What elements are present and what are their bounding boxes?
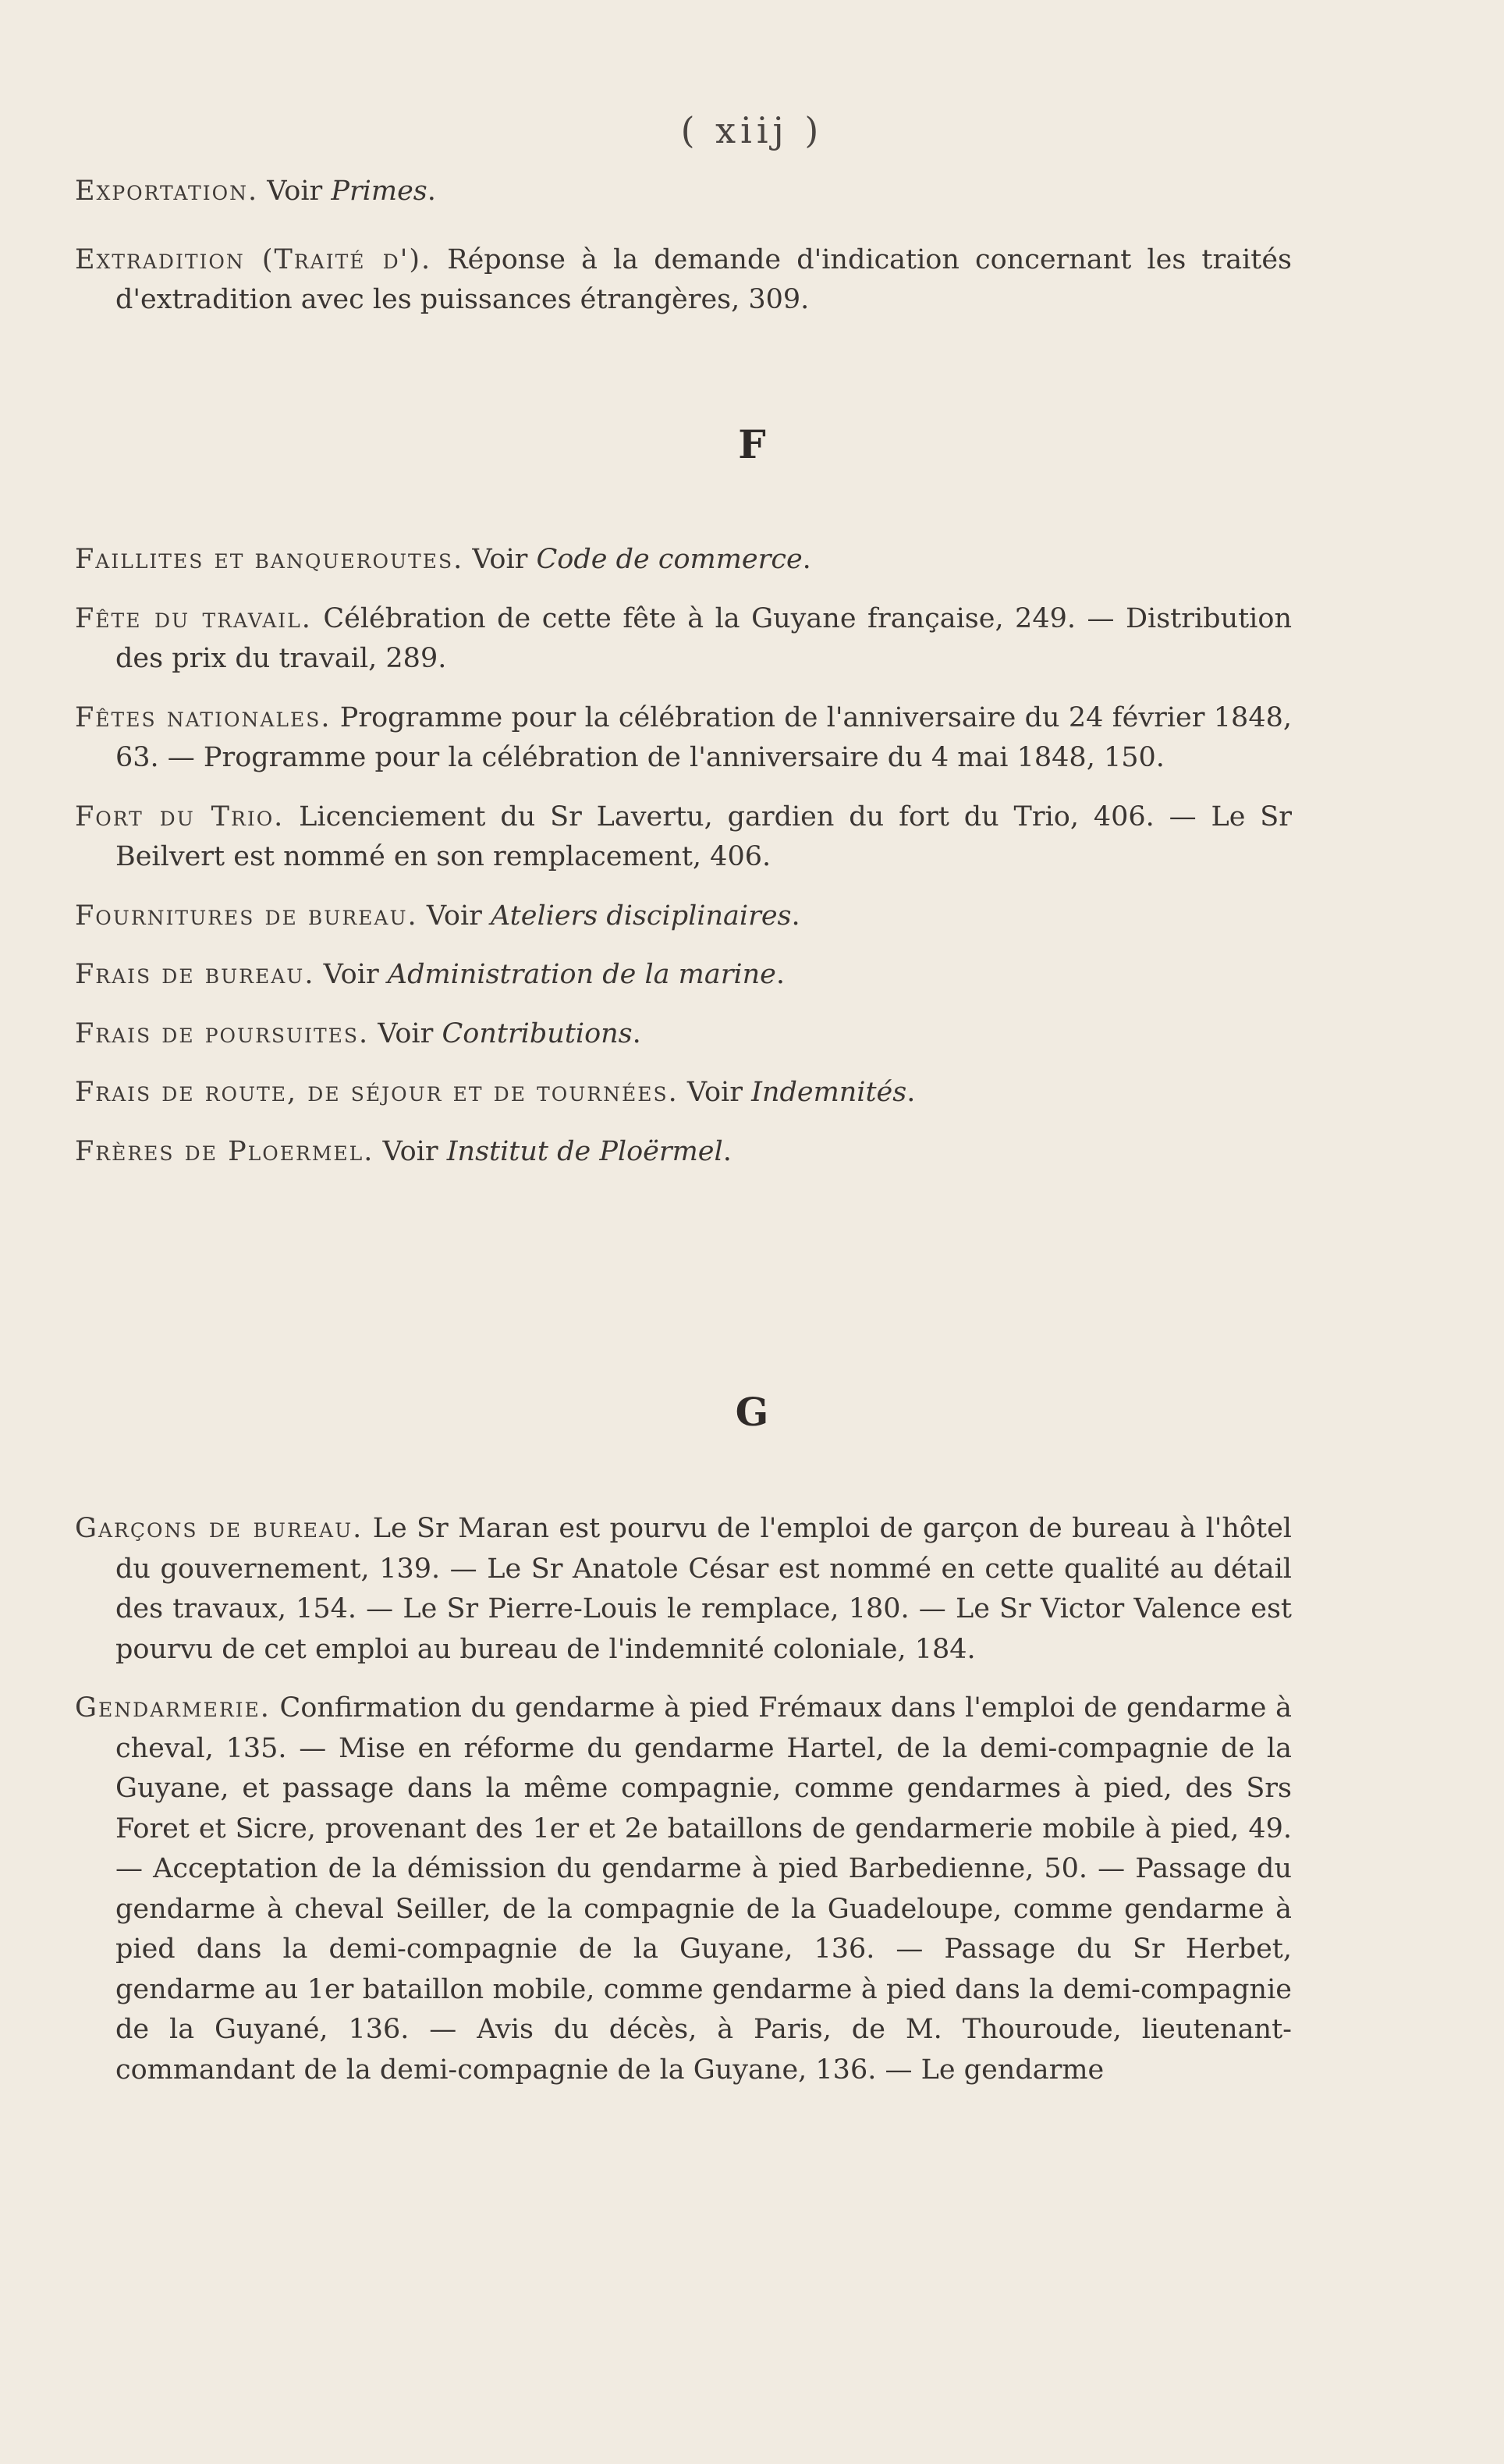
entry-frais-de-bureau: Frais de bureau. Voir Administration de la marine. <box>75 959 786 990</box>
entry-garcons-de-bureau: Garçons de bureau. Le Sr Maran est pourvu de l'emploi de garçon de bureau à l'hôtel du gouvernement, 139. — Le Sr Anatole César est nommé en cette qualité au détail des travaux, 154. — Le Sr Pierre-Louis le remplace, 180. — Le Sr Victor Valence est pourvu de cet emploi au bureau de l'indemnité coloniale, 184. <box>75 1513 1292 1665</box>
entry-frais-de-poursuites: Frais de poursuites. Voir Contributions. <box>75 1017 641 1049</box>
entry-fetes-nationales: Fêtes nationales. Programme pour la célébration de l'anniversaire du 24 février 1848, 63. — Programme pour la célébration de l'anniversaire du 4 mai 1848, 150. <box>75 701 1292 773</box>
entry-faillites: Faillites et banqueroutes. Voir Code de commerce. <box>75 544 811 575</box>
entry-fournitures-de-bureau: Fournitures de bureau. Voir Ateliers disciplinaires. <box>75 900 800 932</box>
section-letter-g: G <box>735 1389 769 1435</box>
entry-extradition: Extradition (Traité d'). Réponse à la demande d'indication concernant les traités d'extradition avec les puissances étrangères, 309. <box>75 243 1292 315</box>
entry-frais-de-route: Frais de route, de séjour et de tournées. Voir Indemnités. <box>75 1077 916 1108</box>
section-letter-f: F <box>738 421 766 467</box>
entry-freres-de-ploermel: Frères de Ploermel. Voir Institut de Ploërmel. <box>75 1135 732 1167</box>
entry-fort-du-trio: Fort du Trio. Licenciement du Sr Lavertu, gardien du fort du Trio, 406. — Le Sr Beilvert est nommé en son remplacement, 406. <box>75 801 1292 872</box>
entries-g <box>75 1509 1292 2090</box>
page-number: ( xiij ) <box>680 109 824 151</box>
entry-exportation: Exportation. Voir Primes. <box>75 176 436 207</box>
entry-fete-du-travail: Fête du travail. Célébration de cette fête à la Guyane française, 249. — Distribution des prix du travail, 289. <box>75 602 1292 674</box>
entry-gendarmerie: Gendarmerie. Confirmation du gendarme à pied Frémaux dans l'emploi de gendarme à cheval, 135. — Mise en réforme du gendarme Hartel, de la demi-compagnie de la Guyane, et passage dans la même compagnie, comme gendarmes à pied, des Srs Foret et Sicre, provenant des 1er et 2e bataillons de gendarmerie mobile à pied, 49. — Acceptation de la démission du gendarme à pied Barbedienne, 50. — Passage du gendarme à cheval Seiller, de la compagnie de la Guadeloupe, comme gendarme à pied dans la demi-compagnie de la Guyane, 136. — Passage du Sr Herbet, gendarme au 1er bataillon mobile, comme gendarme à pied dans la demi-compagnie de la Guyané, 136. — Avis du décès, à Paris, de M. Thouroude, lieutenant-commandant de la demi-compagnie de la Guyane, 136. — Le gendarme <box>75 1692 1292 2086</box>
entries-e <box>75 172 1292 321</box>
entries-f <box>75 540 1292 1172</box>
